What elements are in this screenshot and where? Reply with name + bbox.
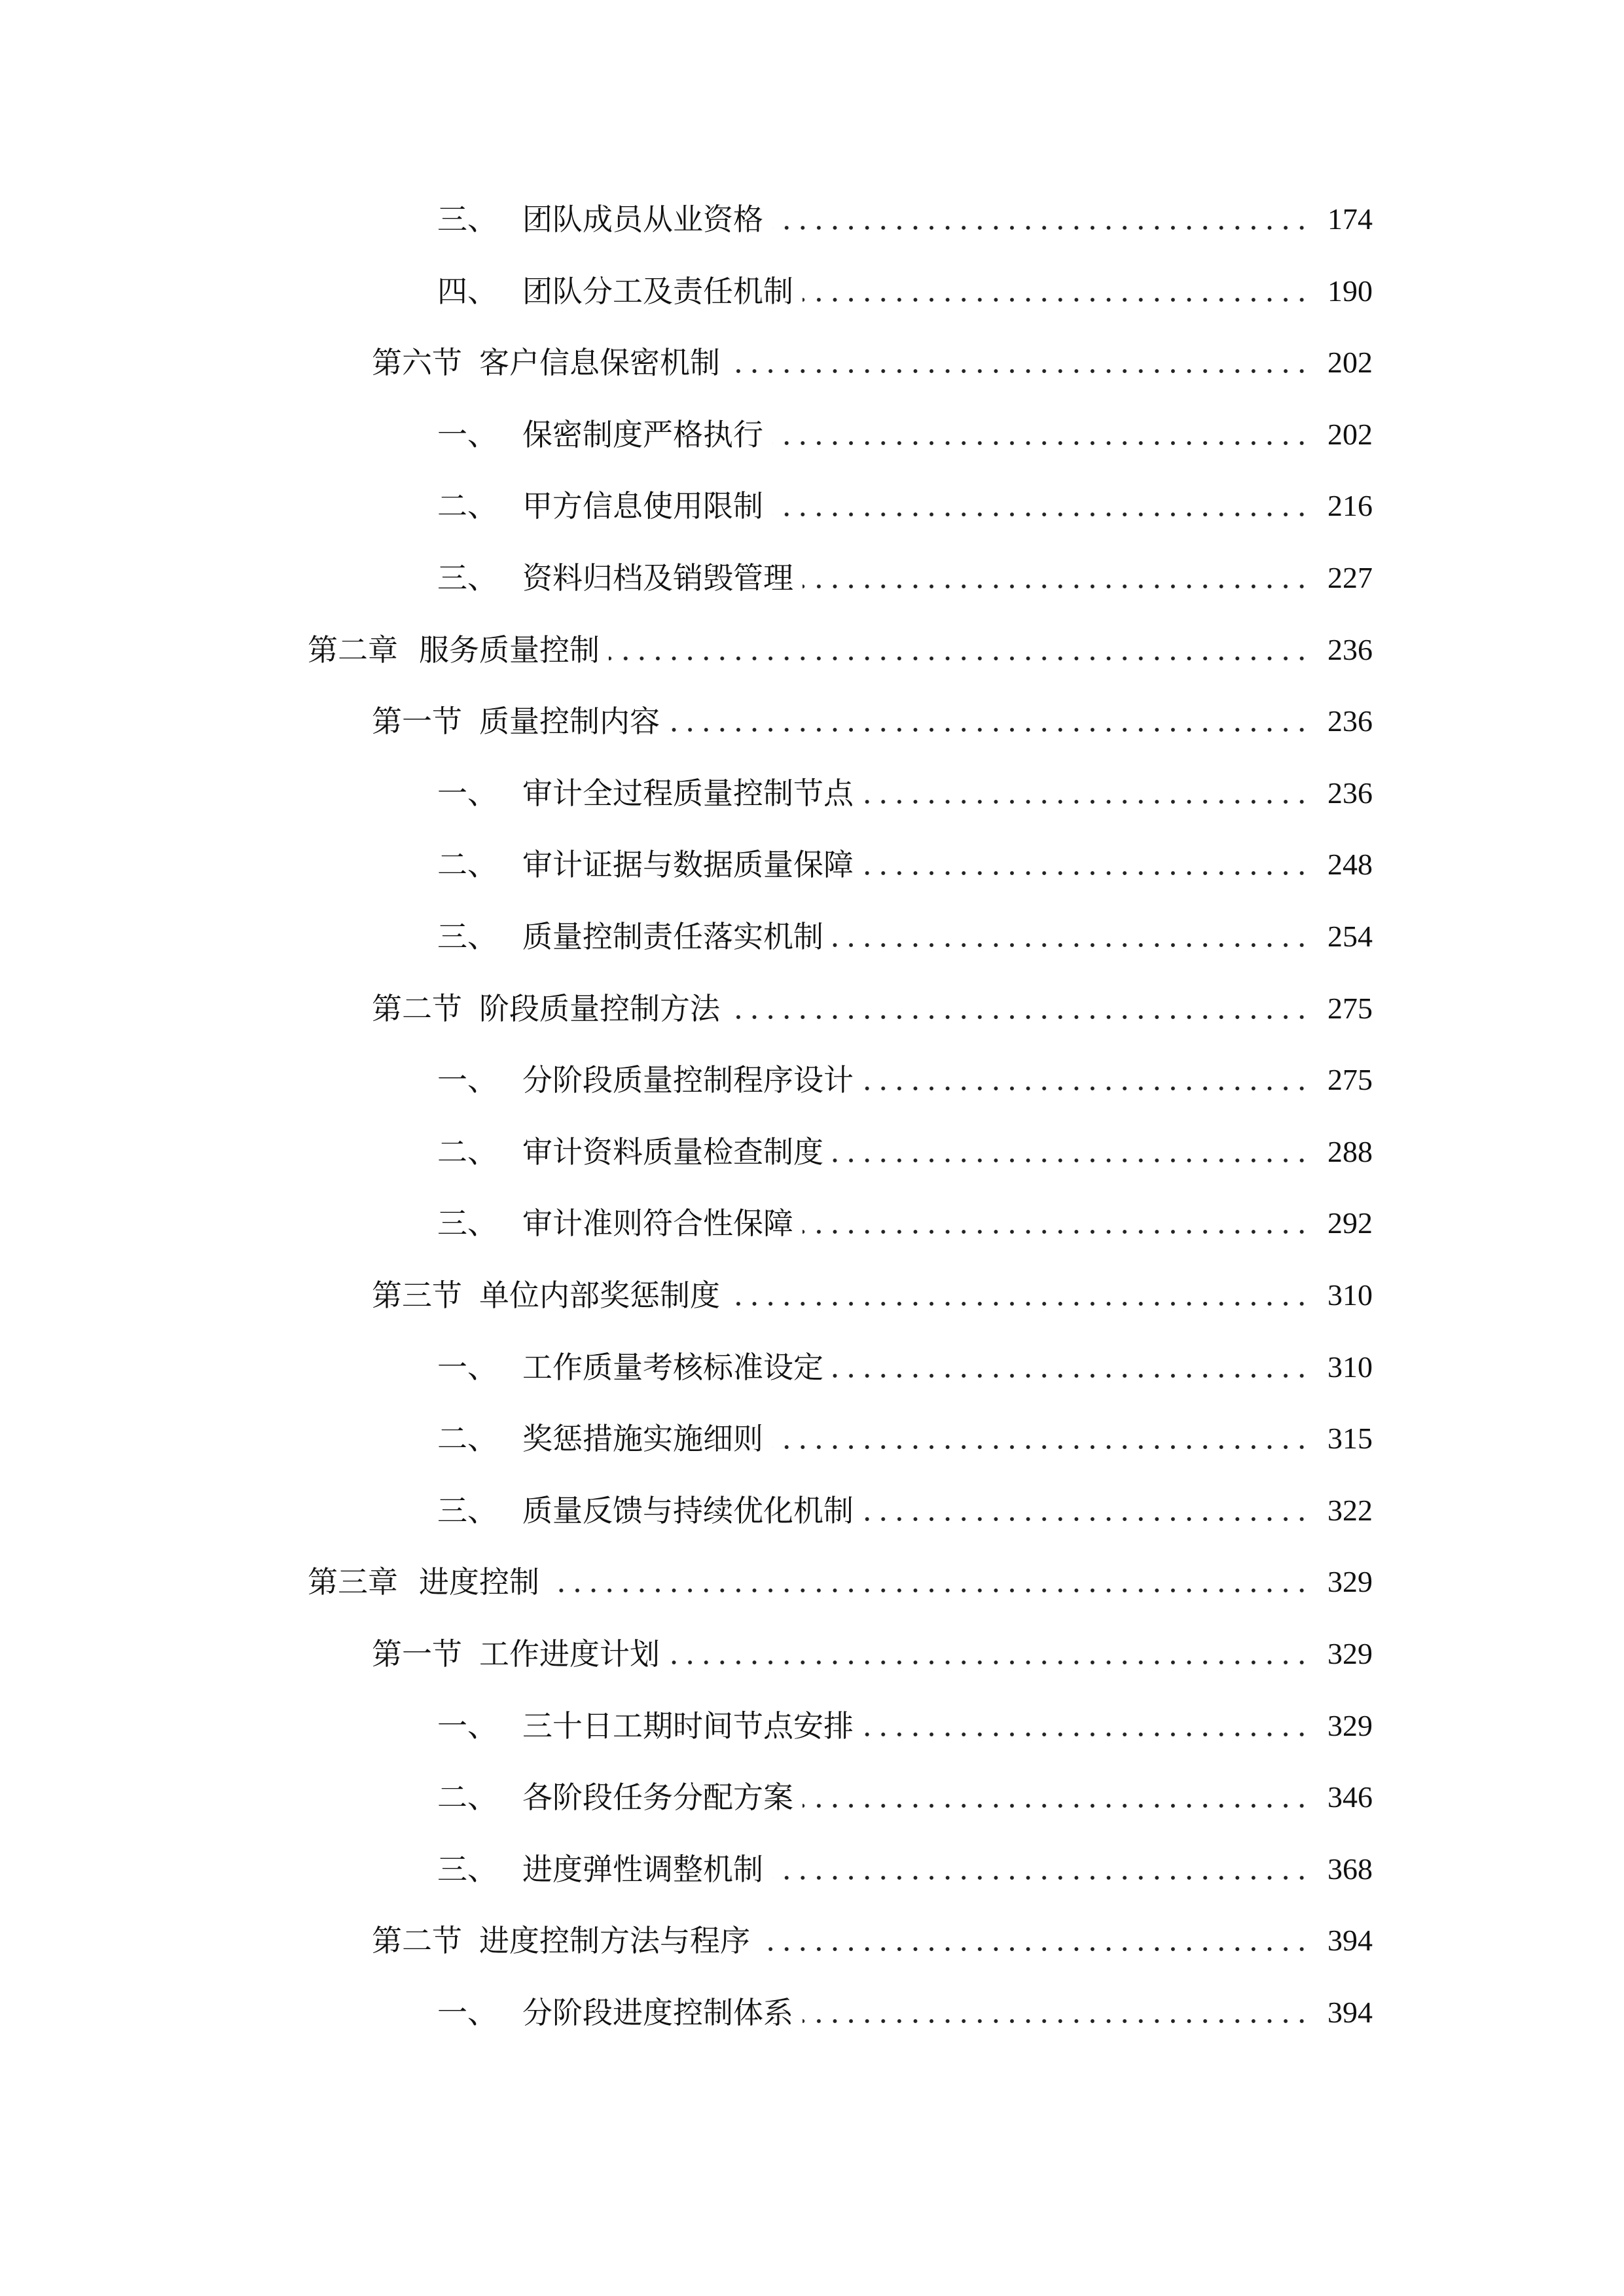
toc-entry-title: 分阶段质量控制程序设计 xyxy=(522,1062,854,1098)
toc-entry-number: 四、 xyxy=(437,273,497,309)
toc-entry-number: 第六节 xyxy=(372,345,462,381)
toc-entry-heading xyxy=(437,1341,823,1393)
toc-entry-heading xyxy=(372,1914,750,1967)
toc-entry-heading xyxy=(372,695,660,747)
toc-entry-title: 进度控制 xyxy=(419,1564,539,1600)
toc-entry-heading xyxy=(372,1269,720,1321)
toc-entry-number: 一、 xyxy=(437,1062,497,1098)
toc-page-number: 322 xyxy=(1327,1493,1373,1527)
toc-entry-heading xyxy=(437,408,763,461)
toc-leader-dots xyxy=(549,1587,1310,1594)
toc-entry-title: 质量反馈与持续优化机制 xyxy=(522,1492,854,1528)
toc-leader-dots xyxy=(803,2018,1310,2024)
toc-entry-heading xyxy=(372,982,720,1035)
toc-entry-number: 第一节 xyxy=(372,704,462,740)
toc-page-number: 202 xyxy=(1327,417,1373,451)
toc-row[interactable] xyxy=(0,1484,1624,1537)
toc-entry-heading xyxy=(437,480,763,532)
toc-leader-dots xyxy=(863,1085,1310,1092)
toc-leader-dots xyxy=(759,1946,1310,1952)
toc-entry-heading xyxy=(437,1771,793,1823)
toc-row[interactable] xyxy=(0,1986,1624,2039)
toc-row[interactable] xyxy=(0,552,1624,604)
toc-row[interactable] xyxy=(0,408,1624,461)
toc-entry-title: 质量控制内容 xyxy=(479,704,660,740)
toc-page-number: 368 xyxy=(1327,1852,1373,1886)
toc-entry-number: 二、 xyxy=(437,1134,497,1170)
toc-entry-title: 单位内部奖惩制度 xyxy=(479,1278,720,1313)
toc-row[interactable] xyxy=(0,982,1624,1035)
toc-page-number: 292 xyxy=(1327,1206,1373,1240)
toc-leader-dots xyxy=(772,224,1310,231)
toc-entry-title: 资料归档及销毁管理 xyxy=(522,560,793,596)
toc-entry-number: 二、 xyxy=(437,488,497,524)
toc-entry-heading xyxy=(437,1700,854,1752)
toc-leader-dots xyxy=(833,942,1310,948)
toc-entry-title: 审计准则符合性保障 xyxy=(522,1206,793,1242)
toc-leader-dots xyxy=(772,440,1310,446)
toc-entry-number: 三、 xyxy=(437,202,497,237)
toc-page-number: 227 xyxy=(1327,561,1373,594)
toc-row[interactable] xyxy=(0,1556,1624,1608)
toc-leader-dots xyxy=(803,1229,1310,1235)
toc-entry-heading xyxy=(437,552,793,604)
toc-page-number: 315 xyxy=(1327,1422,1373,1456)
toc-page-number: 202 xyxy=(1327,346,1373,380)
toc-entry-number: 二、 xyxy=(437,1421,497,1457)
toc-row[interactable] xyxy=(0,624,1624,676)
toc-page-number: 236 xyxy=(1327,776,1373,810)
toc-entry-title: 客户信息保密机制 xyxy=(479,345,720,381)
toc-entry-title: 审计资料质量检查制度 xyxy=(522,1134,823,1170)
toc-page-number: 310 xyxy=(1327,1350,1373,1384)
toc-leader-dots xyxy=(772,1444,1310,1450)
toc-entry-number: 二、 xyxy=(437,1780,497,1816)
toc-row[interactable] xyxy=(0,1700,1624,1752)
toc-entry-title: 保密制度严格执行 xyxy=(522,416,763,452)
toc-entry-title: 分阶段进度控制体系 xyxy=(522,1995,793,2030)
toc-entry-number: 三、 xyxy=(437,560,497,596)
toc-entry-number: 一、 xyxy=(437,416,497,452)
toc-row[interactable] xyxy=(0,1914,1624,1967)
toc-entry-title: 工作进度计划 xyxy=(479,1636,660,1672)
toc-entry-heading xyxy=(437,193,763,245)
toc-row[interactable] xyxy=(0,336,1624,389)
toc-row[interactable] xyxy=(0,1197,1624,1249)
toc-entry-heading xyxy=(437,265,793,317)
toc-entry-title: 三十日工期时间节点安排 xyxy=(522,1708,854,1744)
toc-page-number: 216 xyxy=(1327,489,1373,523)
toc-page-number: 174 xyxy=(1327,202,1373,236)
toc-entry-heading xyxy=(437,1412,763,1465)
toc-leader-dots xyxy=(803,583,1310,590)
toc-entry-heading xyxy=(437,1054,854,1106)
toc-entry-title: 工作质量考核标准设定 xyxy=(522,1349,823,1385)
toc-entry-number: 一、 xyxy=(437,1995,497,2030)
toc-entry-heading xyxy=(308,624,600,676)
toc-page-number: 346 xyxy=(1327,1780,1373,1814)
toc-page-number: 190 xyxy=(1327,274,1373,308)
toc-entry-heading xyxy=(437,1126,823,1178)
toc-row[interactable] xyxy=(0,1628,1624,1680)
toc-row[interactable] xyxy=(0,1126,1624,1178)
toc-entry-heading xyxy=(437,767,854,819)
toc-page-number: 394 xyxy=(1327,1996,1373,2029)
toc-row[interactable] xyxy=(0,767,1624,819)
toc-page-number: 394 xyxy=(1327,1924,1373,1958)
toc-row[interactable] xyxy=(0,695,1624,747)
toc-leader-dots xyxy=(772,1874,1310,1881)
toc-leader-dots xyxy=(863,1516,1310,1522)
toc-row[interactable] xyxy=(0,1054,1624,1106)
toc-entry-number: 一、 xyxy=(437,1349,497,1385)
toc-row[interactable] xyxy=(0,480,1624,532)
toc-row[interactable] xyxy=(0,838,1624,891)
toc-row[interactable] xyxy=(0,910,1624,963)
toc-leader-dots xyxy=(833,1372,1310,1379)
toc-page-number: 236 xyxy=(1327,632,1373,666)
toc-entry-title: 团队成员从业资格 xyxy=(522,202,763,237)
toc-entry-number: 三、 xyxy=(437,919,497,954)
toc-row[interactable] xyxy=(0,193,1624,245)
toc-leader-dots xyxy=(729,368,1310,374)
toc-entry-number: 第三章 xyxy=(308,1564,398,1600)
toc-page-number: 329 xyxy=(1327,1565,1373,1599)
toc-entry-number: 一、 xyxy=(437,1708,497,1744)
toc-page-number: 248 xyxy=(1327,848,1373,882)
toc-entry-heading xyxy=(437,838,854,891)
toc-entry-title: 团队分工及责任机制 xyxy=(522,273,793,309)
toc-entry-number: 第二节 xyxy=(372,990,462,1026)
toc-entry-heading xyxy=(437,1484,854,1537)
toc-entry-title: 进度控制方法与程序 xyxy=(479,1923,750,1959)
toc-leader-dots xyxy=(863,798,1310,805)
toc-row[interactable] xyxy=(0,265,1624,317)
toc-leader-dots xyxy=(833,1157,1310,1164)
toc-entry-number: 三、 xyxy=(437,1851,497,1887)
toc-page-number: 329 xyxy=(1327,1637,1373,1670)
toc-entry-heading xyxy=(308,1556,539,1608)
toc-page-number: 275 xyxy=(1327,1063,1373,1097)
toc-page-number: 288 xyxy=(1327,1134,1373,1168)
toc-row[interactable] xyxy=(0,1412,1624,1465)
toc-entry-title: 甲方信息使用限制 xyxy=(522,488,763,524)
toc-leader-dots xyxy=(669,726,1310,733)
toc-entry-title: 各阶段任务分配方案 xyxy=(522,1780,793,1816)
toc-entry-number: 一、 xyxy=(437,775,497,811)
toc-entry-title: 审计全过程质量控制节点 xyxy=(522,775,854,811)
toc-entry-heading xyxy=(437,1986,793,2039)
toc-leader-dots xyxy=(863,870,1310,876)
toc-leader-dots xyxy=(729,1014,1310,1020)
toc-leader-dots xyxy=(729,1300,1310,1307)
toc-leader-dots xyxy=(609,655,1310,662)
toc-entry-number: 第三节 xyxy=(372,1278,462,1313)
toc-row[interactable] xyxy=(0,1269,1624,1321)
toc-entry-number: 第二节 xyxy=(372,1923,462,1959)
toc-page-number: 236 xyxy=(1327,704,1373,738)
toc-row[interactable] xyxy=(0,1843,1624,1895)
toc-entry-title: 奖惩措施实施细则 xyxy=(522,1421,763,1457)
toc-page-number: 329 xyxy=(1327,1708,1373,1742)
toc-page-number: 275 xyxy=(1327,991,1373,1025)
toc-entry-number: 第二章 xyxy=(308,632,398,668)
toc-entry-number: 第一节 xyxy=(372,1636,462,1672)
toc-leader-dots xyxy=(772,511,1310,518)
toc-entry-title: 审计证据与数据质量保障 xyxy=(522,847,854,883)
toc-page-number: 254 xyxy=(1327,920,1373,953)
toc-entry-heading xyxy=(437,910,823,963)
toc-entry-heading xyxy=(372,1628,660,1680)
toc-entry-heading xyxy=(372,336,720,389)
toc-row[interactable] xyxy=(0,1771,1624,1823)
toc-entry-heading xyxy=(437,1197,793,1249)
toc-row[interactable] xyxy=(0,1341,1624,1393)
toc-leader-dots xyxy=(803,296,1310,303)
toc-entry-number: 二、 xyxy=(437,847,497,883)
toc-entry-title: 进度弹性调整机制 xyxy=(522,1851,763,1887)
toc-entry-number: 三、 xyxy=(437,1492,497,1528)
toc-entry-title: 服务质量控制 xyxy=(419,632,600,668)
toc-leader-dots xyxy=(863,1731,1310,1738)
toc-leader-dots xyxy=(803,1803,1310,1809)
toc-entry-title: 质量控制责任落实机制 xyxy=(522,919,823,954)
toc-entry-title: 阶段质量控制方法 xyxy=(479,990,720,1026)
toc-entry-number: 三、 xyxy=(437,1206,497,1242)
toc-leader-dots xyxy=(669,1659,1310,1666)
toc-entry-heading xyxy=(437,1843,763,1895)
toc-page-number: 310 xyxy=(1327,1278,1373,1312)
